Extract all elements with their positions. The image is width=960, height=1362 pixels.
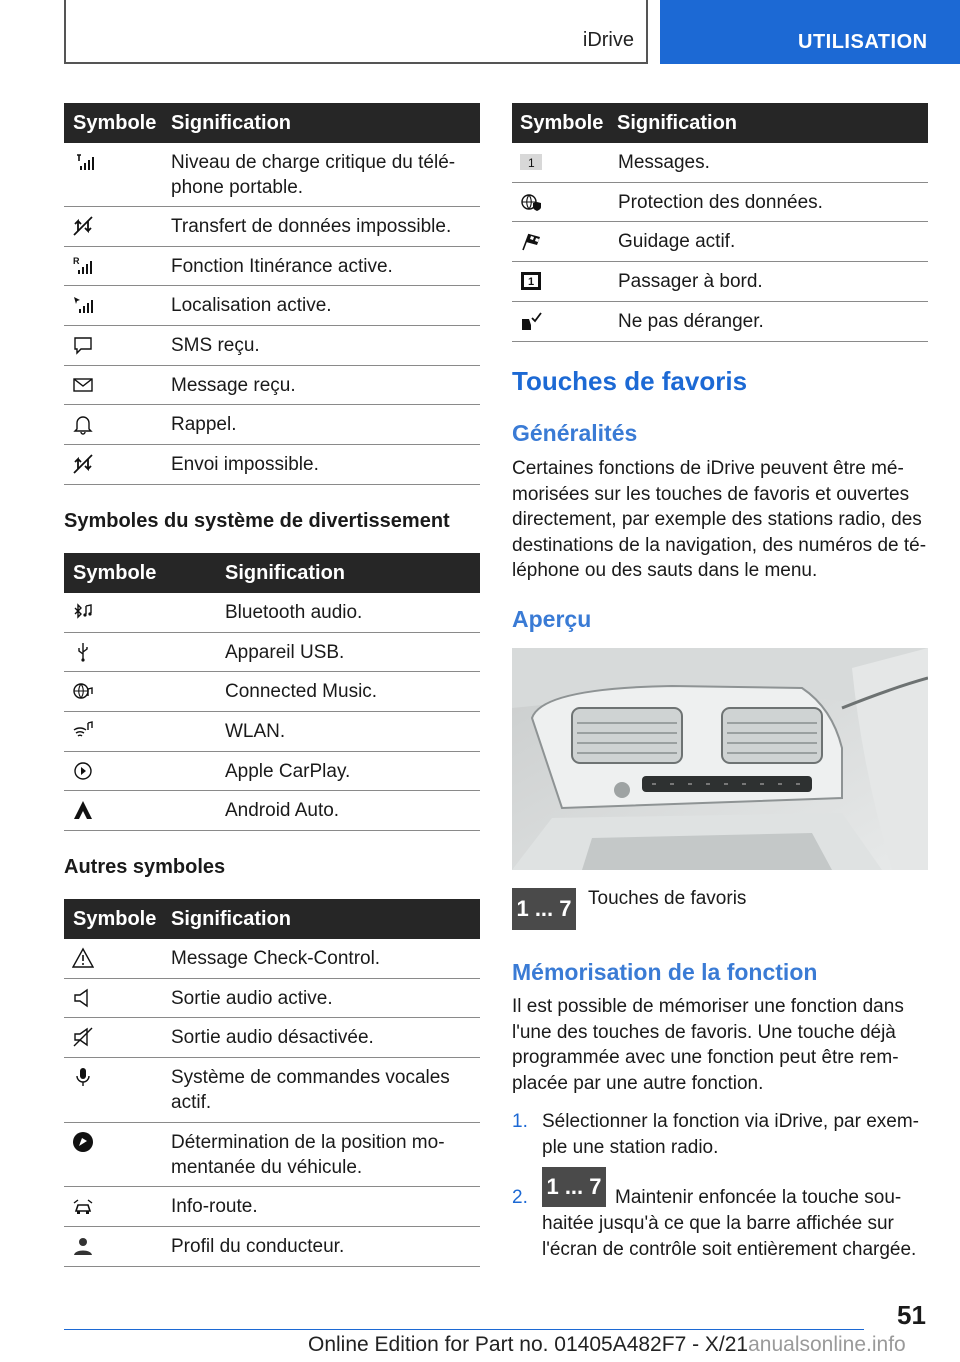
subsection-title-memorize: Mémorisation de la fonction — [512, 959, 818, 985]
entertainment-symbols-table — [64, 553, 480, 831]
table-cell-meaning: WLAN. — [225, 721, 286, 742]
symbol-column-header: Symbole — [73, 561, 157, 584]
symbol-column-header: Symbole — [73, 111, 157, 134]
microphone-icon — [72, 1066, 94, 1088]
step-text: haitée jusqu'à ce que la barre affichée sur l'écran de contrôle soit entièrement chargée. — [542, 1213, 917, 1260]
table-row — [64, 672, 480, 712]
table-row — [64, 247, 480, 286]
speaker-off-icon — [72, 1026, 94, 1048]
section-title-favorites: Touches de favoris — [512, 366, 748, 396]
step-number: 2. — [512, 1187, 528, 1208]
table-cell-meaning: Message reçu. — [171, 375, 296, 396]
table-cell-meaning: Message Check-Control. — [171, 948, 381, 969]
speaker-icon — [72, 987, 94, 1009]
favorites-button-image — [542, 1167, 606, 1207]
guidance-flag-icon — [520, 230, 542, 252]
table-header — [64, 899, 480, 939]
battery-low-icon — [72, 151, 94, 173]
table-cell-meaning: Localisation active. — [171, 295, 332, 316]
table-row — [64, 593, 480, 633]
table-row — [64, 207, 480, 247]
bell-icon — [72, 413, 94, 435]
messages-count-icon — [520, 151, 542, 173]
meaning-column-header: Signification — [171, 111, 291, 134]
section-title-entertainment: Symboles du système de divertissement — [64, 510, 450, 532]
android-auto-icon — [72, 799, 94, 821]
sms-icon — [72, 334, 94, 356]
table-header — [512, 103, 928, 143]
table-cell-meaning: Détermination de la position mo-mentanée du véhicule. — [171, 1132, 445, 1178]
table-cell-meaning: Sortie audio désactivée. — [171, 1027, 374, 1048]
table-header — [64, 103, 480, 143]
table-row — [64, 1227, 480, 1267]
additional-symbols-table — [512, 103, 928, 342]
table-row — [64, 366, 480, 405]
header-chapter-label: UTILISATION — [798, 31, 928, 53]
footer-watermark: anualsonline.info — [748, 1333, 906, 1356]
svg-text:R: R — [73, 256, 80, 266]
table-cell-meaning: Protection des données. — [618, 192, 823, 213]
other-symbols-table — [64, 899, 480, 1267]
table-cell-meaning: Système de commandes vocales actif. — [171, 1067, 450, 1113]
table-cell-meaning: Messages. — [618, 152, 710, 173]
table-cell-meaning: Transfert de données impossible. — [171, 216, 452, 237]
wlan-icon — [72, 720, 94, 742]
table-row — [512, 222, 928, 262]
table-cell-meaning: Connected Music. — [225, 681, 378, 702]
table-header — [64, 553, 480, 593]
position-icon — [72, 1131, 94, 1153]
connected-music-icon — [72, 680, 94, 702]
table-row — [64, 712, 480, 752]
header-frame — [64, 0, 648, 64]
table-row — [512, 143, 928, 183]
table-row — [64, 752, 480, 791]
table-cell-meaning: Guidage actif. — [618, 231, 736, 252]
favorites-button-label: 1 ... 7 — [546, 1174, 602, 1199]
send-failed-icon — [72, 453, 94, 475]
table-row — [64, 405, 480, 445]
data-protection-icon — [520, 191, 542, 213]
meaning-column-header: Signification — [617, 111, 737, 134]
table-cell-meaning: Fonction Itinérance active. — [171, 256, 393, 277]
table-row — [64, 143, 480, 207]
table-cell-meaning: Rappel. — [171, 414, 237, 435]
table-row — [64, 1187, 480, 1227]
table-row — [64, 445, 480, 485]
step-1 — [512, 1109, 928, 1160]
no-data-transfer-icon — [72, 215, 94, 237]
messages-badge-number: 1 — [528, 156, 535, 170]
table-cell-meaning: Android Auto. — [225, 800, 340, 821]
subsection-title-general: Généralités — [512, 420, 638, 446]
memorize-paragraph: Il est possible de mémoriser une fonction dans l'une des touches de favoris. Une touche déjà programmée avec une fonction peut être rem-placée par une autre fonction. — [512, 996, 904, 1094]
table-row — [64, 286, 480, 326]
meaning-column-header: Signification — [225, 561, 345, 584]
roaming-icon — [72, 255, 94, 277]
table-row — [512, 302, 928, 342]
table-cell-meaning: Apple CarPlay. — [225, 761, 351, 782]
section-title-other: Autres symboles — [64, 856, 226, 878]
status-symbols-table — [64, 103, 480, 485]
table-cell-meaning: Info-route. — [171, 1196, 258, 1217]
table-cell-meaning: Profil du conducteur. — [171, 1236, 345, 1257]
traffic-info-icon — [72, 1195, 94, 1217]
symbol-column-header: Symbole — [520, 111, 604, 134]
table-cell-meaning: SMS reçu. — [171, 335, 260, 356]
table-row — [64, 791, 480, 831]
footer-edition — [308, 1333, 906, 1357]
step-number: 1. — [512, 1111, 528, 1132]
location-icon — [72, 294, 94, 316]
header-chapter-tab — [660, 0, 960, 64]
do-not-disturb-icon — [520, 310, 542, 332]
usb-icon — [72, 641, 94, 663]
symbol-column-header: Symbole — [73, 907, 157, 930]
table-row — [64, 326, 480, 366]
step-text-first-line: Maintenir enfoncée la touche sou- — [615, 1187, 902, 1208]
passenger-badge-number: 1 — [528, 276, 535, 288]
step-2 — [512, 1167, 928, 1263]
subsection-title-overview: Aperçu — [512, 606, 592, 632]
table-row — [64, 939, 480, 979]
table-row — [64, 1018, 480, 1058]
table-row — [64, 633, 480, 672]
table-cell-meaning: Sortie audio active. — [171, 988, 333, 1009]
warning-icon — [72, 947, 94, 969]
carplay-icon — [72, 760, 94, 782]
figure-caption: Touches de favoris — [588, 888, 747, 909]
table-row — [512, 262, 928, 302]
driver-profile-icon — [72, 1235, 94, 1257]
header-section-label: iDrive — [582, 29, 634, 51]
meaning-column-header: Signification — [171, 907, 291, 930]
table-cell-meaning: Appareil USB. — [225, 642, 345, 663]
footer-edition-text: Online Edition for Part no. 01405A482F7 - X/21 — [308, 1333, 749, 1356]
table-cell-meaning: Ne pas déranger. — [618, 311, 764, 332]
table-cell-meaning: Bluetooth audio. — [225, 602, 363, 623]
table-cell-meaning: Envoi impossible. — [171, 454, 319, 475]
bluetooth-audio-icon — [72, 601, 94, 623]
general-paragraph: Certaines fonctions de iDrive peuvent être mé-morisées sur les touches de favoris et ouvertes directement, par exemple des stations radio, des destinations de la navigation, des numéros de té-léphone ou des sauts dans le menu. — [512, 458, 927, 581]
page-number: 51 — [897, 1300, 926, 1330]
envelope-icon — [72, 374, 94, 396]
table-row — [64, 979, 480, 1018]
table-cell-meaning: Passager à bord. — [618, 271, 763, 292]
table-row — [64, 1123, 480, 1187]
dashboard-photo — [512, 648, 928, 870]
table-row — [64, 1058, 480, 1123]
step-text: Sélectionner la fonction via iDrive, par exem-ple une station radio. — [542, 1111, 920, 1158]
footer-rule — [64, 1329, 864, 1330]
favorites-button-label: 1 ... 7 — [516, 896, 572, 921]
passenger-icon — [520, 270, 542, 292]
table-row — [512, 183, 928, 222]
table-cell-meaning: Niveau de charge critique du télé-phone portable. — [171, 152, 456, 198]
favorites-button-image — [512, 888, 576, 930]
